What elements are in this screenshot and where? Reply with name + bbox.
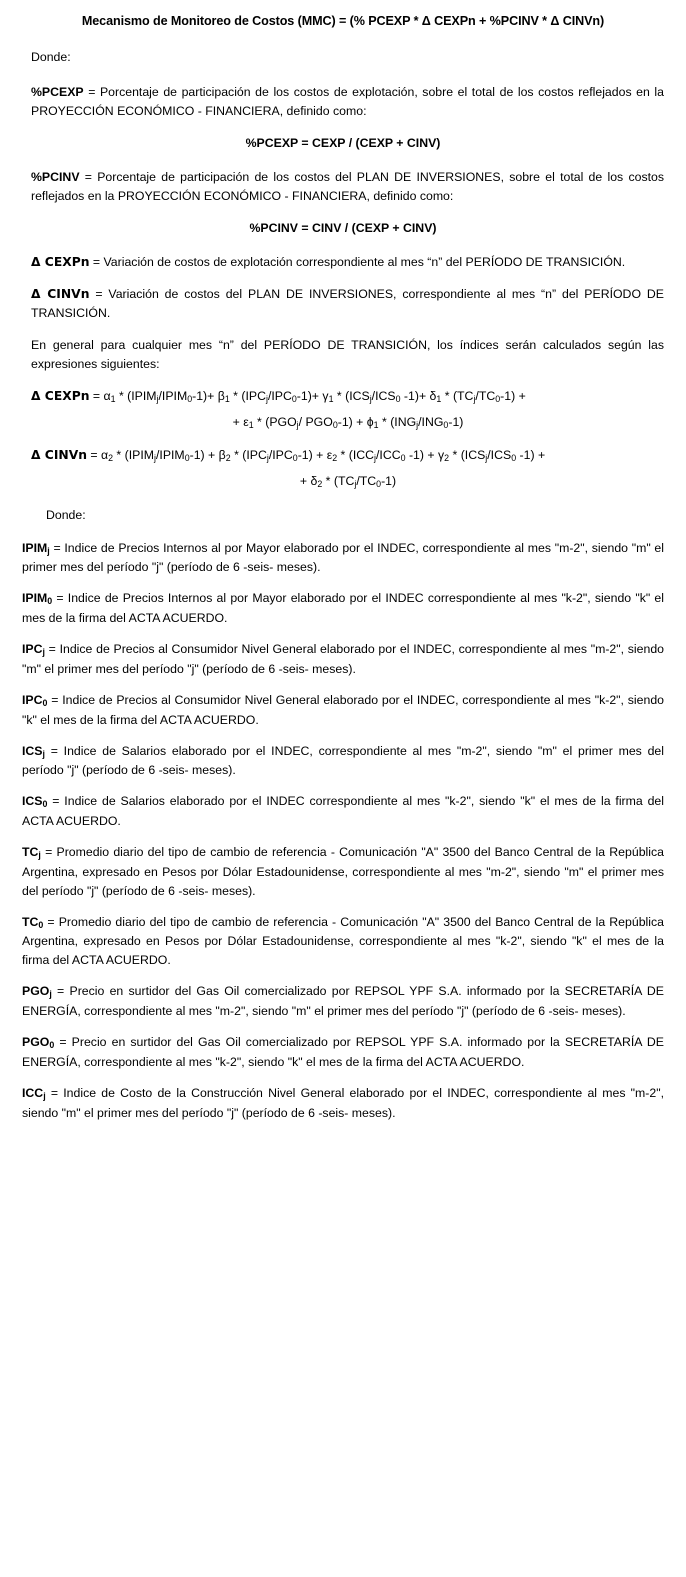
definition-item: [22, 1084, 664, 1123]
definition-text: = Precio en surtidor del Gas Oil comercializado por REPSOL YPF S.A. informado por la SECRETARÍA DE ENERGÍA, correspondiente al mes "k-2", siendo "k" el mes de la firma del ACTA ACUERDO.: [22, 1035, 664, 1069]
formula-term-cexpn: Δ CEXPn: [31, 389, 90, 404]
definition-text: = Indice de Salarios elaborado por el INDEC correspondiente al mes "k-2", siendo "k" el mes de la firma del ACTA ACUERDO.: [22, 794, 664, 828]
formula-body-cinvn-1: = $\alpha_2$ * $(IPIM_j/IPIM_0-1) + \beta_2 * (IPC_j/IPC_0-1) + \varepsilon_2 * (ICC_j/ICC_0$ $-1) + \gamma_2 * (ICS_j/ICS_0$ -1) +: [86, 448, 546, 464]
definition-cinvn: [31, 285, 664, 323]
definition-item: [22, 982, 664, 1021]
definition-item: [22, 913, 664, 971]
definition-text-cinvn: = Variación de costos del PLAN DE INVERSIONES, correspondiente al mes “n” del PERÍODO DE TRANSICIÓN.: [31, 286, 664, 320]
definition-term: $IPIM_j$: [22, 540, 50, 556]
definition-term: $PGO_j$: [22, 984, 52, 1000]
definition-term-cexpn: Δ CEXPn: [31, 254, 90, 269]
definition-text: = Promedio diario del tipo de cambio de referencia - Comunicación "A" 3500 del Banco Central de la República Argentina, expresado en Pesos por Dólar Estadounidense, correspondiente al mes "m-2", siendo "m" el primer mes del período "j" (período de 6 -seis- meses).: [22, 844, 664, 898]
formula-cexpn-line-2: + $\varepsilon_1 * (PGO_j/$ $PGO_0-1) + \phi_1 * (ING_j/ING_0-1)$: [232, 414, 464, 430]
definition-text: = Indice de Precios Internos al por Mayor elaborado por el INDEC, correspondiente al mes "m-2", siendo "m" el primer mes del período "j" (período de 6 -seis- meses).: [22, 540, 664, 575]
definition-term: $ICC_j$: [22, 1085, 46, 1101]
definition-text: = Indice de Salarios elaborado por el INDEC, correspondiente al mes "m-2", siendo "m" el primer mes del período "j" (período de 6 -seis- meses).: [22, 743, 664, 778]
formula-cexpn-line-1: [31, 387, 664, 407]
definition-term-cinvn: Δ CINVn: [31, 286, 90, 301]
definition-term-pcinv: %PCINV: [31, 169, 80, 184]
definition-term: $ICS_j$: [22, 743, 45, 759]
definition-term: $ICS_0$: [22, 794, 48, 810]
definition-item: [22, 1033, 664, 1072]
formula-cinvn-line-2: + $\delta_2 * (TC_j/TC_0-1)$: [299, 474, 397, 489]
definition-item: [22, 691, 664, 730]
definition-text-pcexp: = Porcentaje de participación de los costos de explotación, sobre el total de los costos reflejados en la PROYECCIÓN ECONÓMICO - FINANCIERA, definido como:: [31, 84, 664, 118]
definition-term: $IPC_j$: [22, 642, 45, 658]
definition-term: $IPIM_0$: [22, 591, 53, 607]
definition-item: [22, 539, 664, 578]
definitions-list: [22, 539, 664, 1123]
definition-text: = Precio en surtidor del Gas Oil comercializado por REPSOL YPF S.A. informado por la SECRETARÍA DE ENERGÍA, correspondiente al mes "m-2", siendo "m" el primer mes del período "j" (período de 6 -seis- meses).: [22, 984, 664, 1019]
definition-text: = Promedio diario del tipo de cambio de referencia - Comunicación "A" 3500 del Banco Central de la República Argentina, expresado en Pesos por Dólar Estadounidense, correspondiente al mes "k-2", siendo "k" el mes de la firma del ACTA ACUERDO.: [22, 914, 664, 968]
donde-label-2: Donde:: [46, 507, 86, 522]
definition-text-pcinv: = Porcentaje de participación de los costos del PLAN DE INVERSIONES, sobre el total de los costos reflejados en la PROYECCIÓN ECONÓMICO - FINANCIERA, definido como:: [31, 169, 664, 203]
formula-pcinv: %PCINV = CINV / (CEXP + CINV): [249, 220, 437, 235]
definition-item: [22, 589, 664, 628]
formula-cinvn-line-1: [31, 446, 664, 466]
definition-item: [22, 792, 664, 831]
definition-text: = Indice de Precios al Consumidor Nivel General elaborado por el INDEC, correspondiente al mes "m-2", siendo "m" el primer mes del período "j" (período de 6 -seis- meses).: [22, 642, 664, 676]
definition-pcinv: [31, 168, 664, 206]
definition-term: $TC_j$: [22, 844, 41, 860]
page-title: Mecanismo de Monitoreo de Costos (MMC) = (% PCEXP * Δ CEXPn + %PCINV * Δ CINVn): [81, 14, 605, 28]
definition-term-pcexp: %PCEXP: [31, 84, 84, 99]
general-note: En general para cualquier mes “n” del PERÍODO DE TRANSICIÓN, los índices serán calculados según las expresiones siguientes:: [31, 337, 664, 372]
definition-term: $TC_0$: [22, 914, 44, 930]
definition-term: $PGO_0$: [22, 1035, 55, 1051]
definition-item: [22, 843, 664, 901]
definition-cexpn: [31, 253, 664, 272]
formula-pcexp: %PCEXP = CEXP / (CEXP + CINV): [245, 135, 441, 150]
definition-text: = Indice de Precios al Consumidor Nivel General elaborado por el INDEC, correspondiente al mes "k-2", siendo "k" el mes de la firma del ACTA ACUERDO.: [22, 692, 664, 727]
definition-pcexp: [31, 83, 664, 121]
formula-body-cexpn-1: = $\alpha_1$ * $(IPIM_j/IPIM_0-1)+ \beta_1 * (IPC_j/IPC_0-1)+ \gamma_1 * (ICS_j/ICS_0$ $-1)+ \delta_1 * (TC_j/TC_0-1)$ +: [89, 389, 526, 405]
definition-term: $IPC_0$: [22, 692, 48, 708]
definition-item: [22, 640, 664, 679]
definition-item: [22, 742, 664, 781]
formula-term-cinvn: Δ CINVn: [31, 448, 87, 463]
definition-text: = Indice de Precios Internos al por Mayor elaborado por el INDEC correspondiente al mes "k-2", siendo "k" el mes de la firma del ACTA ACUERDO.: [22, 591, 664, 626]
definition-text: = Indice de Costo de la Construcción Nivel General elaborado por el INDEC, correspondiente al mes "m-2", siendo "m" el primer mes del período "j" (período de 6 -seis- meses).: [22, 1085, 664, 1120]
definition-text-cexpn: = Variación de costos de explotación correspondiente al mes “n” del PERÍODO DE TRANSICIÓN.: [89, 254, 626, 269]
donde-label-1: Donde:: [31, 49, 71, 64]
